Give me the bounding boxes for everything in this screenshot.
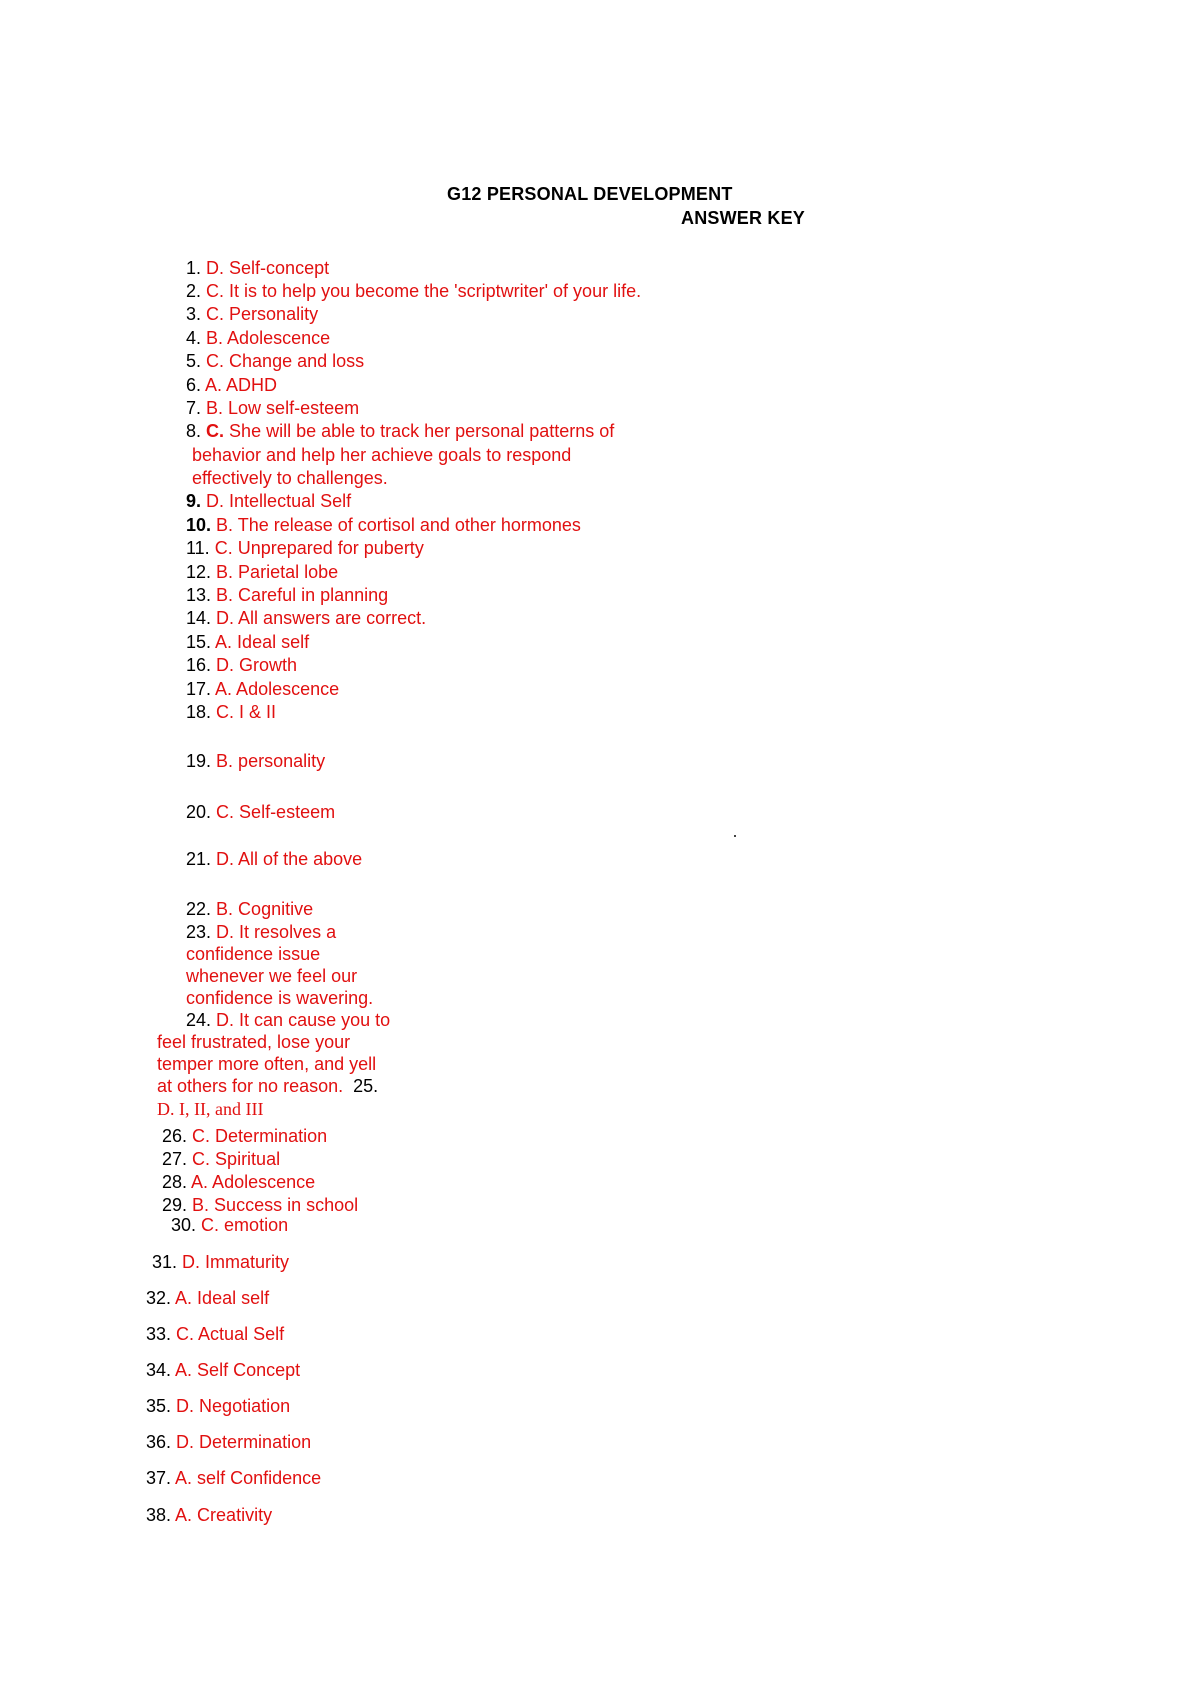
answer-item	[186, 1009, 390, 1031]
answer-number: 29.	[162, 1195, 188, 1215]
answer-item	[186, 801, 335, 823]
answer-text: A. self Confidence	[175, 1468, 322, 1488]
answer-number: 3.	[186, 304, 202, 324]
answer-number: 11.	[186, 538, 210, 558]
answer-number: 30.	[171, 1215, 197, 1235]
answer-number: 9.	[186, 491, 202, 511]
answer-text: D. Self-concept	[206, 258, 330, 278]
answer-text: B. Careful in planning	[216, 585, 389, 605]
answer-item	[186, 397, 359, 419]
answer-number: 34.	[146, 1360, 172, 1380]
answer-text: D. Negotiation	[176, 1396, 291, 1416]
answer-item	[146, 1431, 311, 1453]
answer-text: C. I & II	[216, 702, 277, 722]
answer-item	[152, 1251, 289, 1273]
answer-item	[186, 280, 641, 302]
answer-text: A. Self Concept	[175, 1360, 301, 1380]
answer-number: 36.	[146, 1432, 172, 1452]
answer-number: 2.	[186, 281, 202, 301]
answer-item	[186, 420, 614, 442]
answer-text: D. Growth	[216, 655, 298, 675]
answer-number: 19.	[186, 751, 212, 771]
answer-number: 37.	[146, 1468, 172, 1488]
answer-item	[186, 678, 339, 700]
answer-number: 10.	[186, 515, 212, 535]
answer-item	[186, 584, 388, 606]
answer-continuation: feel frustrated, lose your	[157, 1032, 351, 1052]
answer-number: 17.	[186, 679, 212, 699]
answer-number: 21.	[186, 849, 212, 869]
answer-item	[146, 1395, 290, 1417]
answer-text: B. Cognitive	[216, 899, 314, 919]
answer-item	[186, 848, 362, 870]
answer-item	[186, 561, 338, 583]
answer-text: C. Determination	[192, 1126, 328, 1146]
answer-text: B. personality	[216, 751, 326, 771]
answer-text: B. Adolescence	[206, 328, 331, 348]
answer-number: 23.	[186, 922, 212, 942]
answer-continuation: behavior and help her achieve goals to respond	[192, 445, 572, 465]
answer-text: C. Change and loss	[206, 351, 365, 371]
answer-item	[186, 921, 336, 943]
answer-item	[186, 490, 351, 512]
answer-number: 18.	[186, 702, 212, 722]
answer-text: A. Adolescence	[191, 1172, 316, 1192]
answer-text: D. Immaturity	[182, 1252, 290, 1272]
answer-text: C. Unprepared for puberty	[214, 538, 424, 558]
answer-text: C. It is to help you become the 'scriptwriter' of your life.	[206, 281, 642, 301]
answer-item	[186, 607, 426, 629]
stray-dot	[734, 835, 736, 837]
answer-item	[186, 701, 276, 723]
answer-number: 15.	[186, 632, 212, 652]
answer-text: D. Determination	[176, 1432, 312, 1452]
answer-text: A. Adolescence	[215, 679, 340, 699]
answer-item	[186, 750, 325, 772]
answer-number: 13.	[186, 585, 212, 605]
answer-item	[146, 1287, 269, 1309]
answer-item	[186, 374, 277, 396]
answer-number: 35.	[146, 1396, 172, 1416]
answer-item	[186, 898, 313, 920]
answer-continuation: effectively to challenges.	[192, 468, 388, 488]
answer-number: 27.	[162, 1149, 188, 1169]
answer-number: 32.	[146, 1288, 172, 1308]
answer-text: D. It can cause you to	[216, 1010, 391, 1030]
answer-number: 7.	[186, 398, 202, 418]
answer-item	[186, 303, 318, 325]
answer-number: 33.	[146, 1324, 172, 1344]
answer-number: 6.	[186, 375, 202, 395]
answer-text: D. It resolves a	[216, 922, 337, 942]
answer-continuation	[157, 1075, 378, 1097]
answer-number: 12.	[186, 562, 212, 582]
answer-continuation: confidence is wavering.	[186, 988, 374, 1008]
answer-text: C. Spiritual	[192, 1149, 281, 1169]
answer-number: 24.	[186, 1010, 212, 1030]
answer-number: 5.	[186, 351, 202, 371]
answer-item	[146, 1504, 272, 1526]
answer-text: D. All answers are correct.	[216, 608, 427, 628]
answer-item	[186, 257, 329, 279]
answer-text: She will be able to track her personal patterns of	[229, 421, 615, 441]
answer-text: A. ADHD	[205, 375, 278, 395]
answer-item	[186, 514, 581, 536]
document-title: G12 PERSONAL DEVELOPMENT	[447, 184, 733, 204]
answer-number: 8.	[186, 421, 202, 441]
answer-text: B. Success in school	[192, 1195, 359, 1215]
answer-number: 22.	[186, 899, 212, 919]
answer-text: B. Parietal lobe	[216, 562, 339, 582]
answer-number: 38.	[146, 1505, 172, 1525]
answer-text: B. The release of cortisol and other hormones	[216, 515, 581, 535]
answer-text: B. Low self-esteem	[206, 398, 360, 418]
answer-item	[146, 1323, 284, 1345]
answer-number: 25.	[353, 1076, 379, 1096]
answer-text: C. emotion	[201, 1215, 289, 1235]
answer-continuation: temper more often, and yell	[157, 1054, 377, 1074]
answer-item	[162, 1194, 358, 1216]
answer-continuation: confidence issue	[186, 944, 321, 964]
answer-number: 14.	[186, 608, 212, 628]
answer-text: C. Actual Self	[176, 1324, 285, 1344]
answer-item	[162, 1171, 315, 1193]
answer-text: D. All of the above	[216, 849, 363, 869]
answer-number: 16.	[186, 655, 212, 675]
answer-item	[146, 1359, 300, 1381]
answer-item	[186, 537, 424, 559]
answer-number: 28.	[162, 1172, 188, 1192]
answer-item	[162, 1148, 280, 1170]
answer-number: 26.	[162, 1126, 188, 1146]
answer-item	[186, 350, 364, 372]
answer-item	[186, 654, 297, 676]
answer-text: A. Creativity	[175, 1505, 273, 1525]
answer-continuation: whenever we feel our	[186, 966, 358, 986]
answer-item	[186, 327, 330, 349]
answer-number: 1.	[186, 258, 202, 278]
answer-text: C. Self-esteem	[216, 802, 336, 822]
document-subtitle: ANSWER KEY	[681, 208, 806, 228]
answer-number: 20.	[186, 802, 212, 822]
answer-number: 31.	[152, 1252, 178, 1272]
answer-number: 4.	[186, 328, 202, 348]
answer-text: A. Ideal self	[215, 632, 310, 652]
answer-text: D. I, II, and III	[157, 1099, 264, 1119]
answer-item	[162, 1125, 327, 1147]
answer-text: D. Intellectual Self	[206, 491, 352, 511]
answer-item	[146, 1467, 321, 1489]
answer-text: A. Ideal self	[175, 1288, 270, 1308]
answer-item	[186, 631, 309, 653]
answer-continuation-text: at others for no reason.	[157, 1076, 344, 1096]
answer-text: C. Personality	[206, 304, 319, 324]
answer-letter: C.	[206, 421, 225, 441]
answer-item	[171, 1214, 288, 1236]
